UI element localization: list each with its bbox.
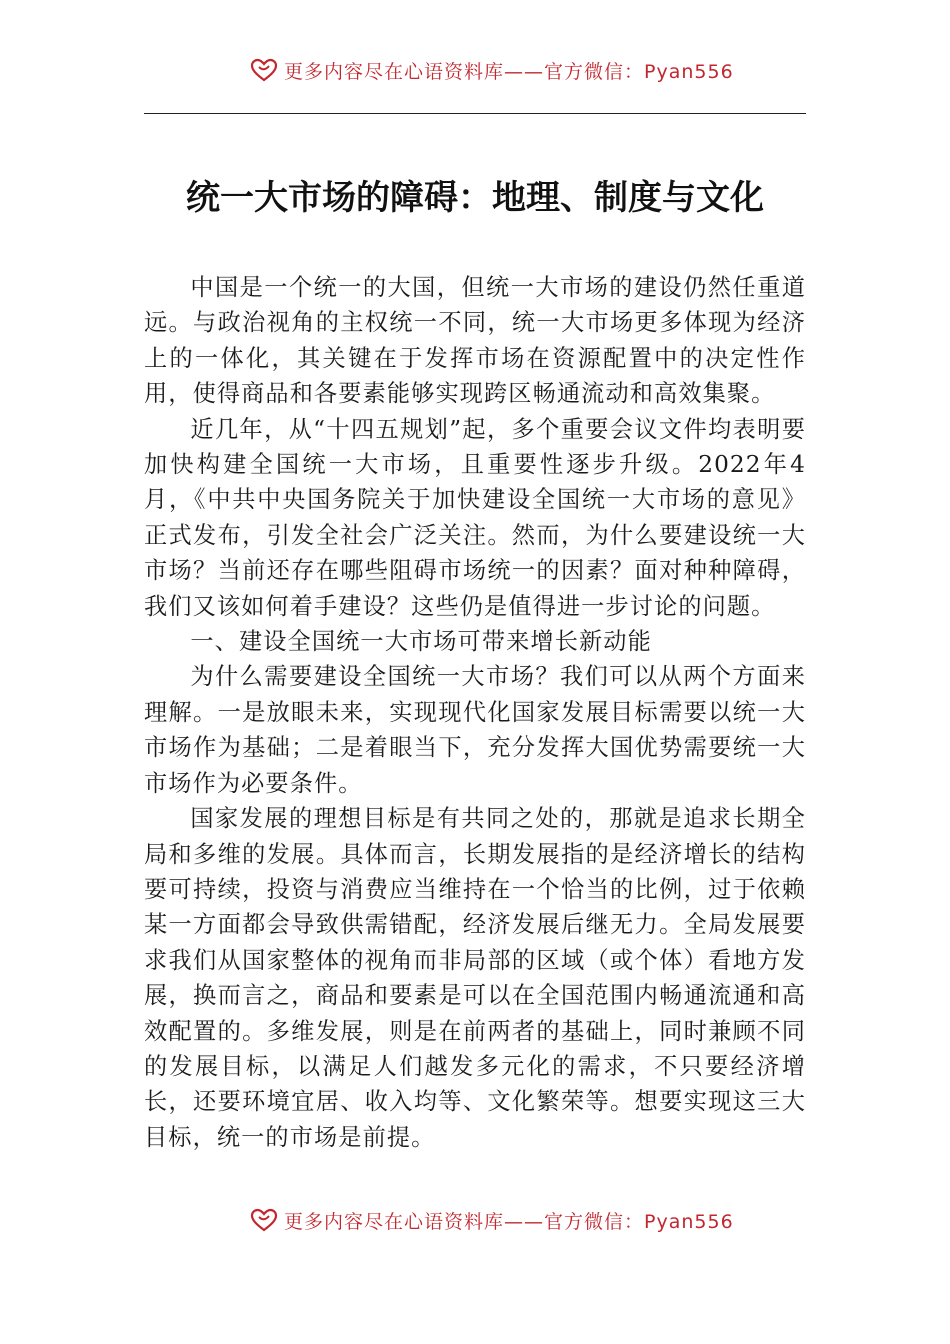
heart-logo-icon (250, 58, 278, 82)
document-body (144, 270, 806, 1155)
heart-logo-icon (250, 1208, 278, 1232)
watermark-text: 更多内容尽在心语资料库——官方微信：Pyan556 (284, 60, 734, 83)
header-divider (144, 113, 806, 114)
document-title: 统一大市场的障碍：地理、制度与文化 (186, 178, 764, 218)
paragraph: 近几年，从“十四五规划”起，多个重要会议文件均表明要加快构建全国统一大市场，且重要性逐步升级。2022年4月，《中共中央国务院关于加快建设全国统一大市场的意见》正式发布，引发全社会广泛关注。然而，为什么要建设统一大市场？当前还存在哪些阻碍市场统一的因素？面对种种障碍，我们又该如何着手建设？这些仍是值得进一步讨论的问题。 (144, 415, 806, 620)
section-heading: 一、建设全国统一大市场可带来增长新动能 (190, 628, 652, 656)
header-watermark (250, 56, 734, 84)
watermark-text: 更多内容尽在心语资料库——官方微信：Pyan556 (284, 1210, 734, 1233)
paragraph: 为什么需要建设全国统一大市场？我们可以从两个方面来理解。一是放眼未来，实现现代化国家发展目标需要以统一大市场作为基础；二是着眼当下，充分发挥大国优势需要统一大市场作为必要条件。 (144, 663, 806, 797)
paragraph: 国家发展的理想目标是有共同之处的，那就是追求长期全局和多维的发展。具体而言，长期发展指的是经济增长的结构要可持续，投资与消费应当维持在一个恰当的比例，过于依赖某一方面都会导致供需错配，经济发展后继无力。全局发展要求我们从国家整体的视角而非局部的区域（或个体）看地方发展，换而言之，商品和要素是可以在全国范围内畅通流通和高效配置的。多维发展，则是在前两者的基础上，同时兼顾不同的发展目标，以满足人们越发多元化的需求，不只要经济增长，还要环境宜居、收入均等、文化繁荣等。想要实现这三大目标，统一的市场是前提。 (144, 805, 806, 1151)
paragraph: 中国是一个统一的大国，但统一大市场的建设仍然任重道远。与政治视角的主权统一不同，统一大市场更多体现为经济上的一体化，其关键在于发挥市场在资源配置中的决定性作用，使得商品和各要素能够实现跨区畅通流动和高效集聚。 (144, 274, 806, 408)
footer-watermark (250, 1206, 734, 1234)
